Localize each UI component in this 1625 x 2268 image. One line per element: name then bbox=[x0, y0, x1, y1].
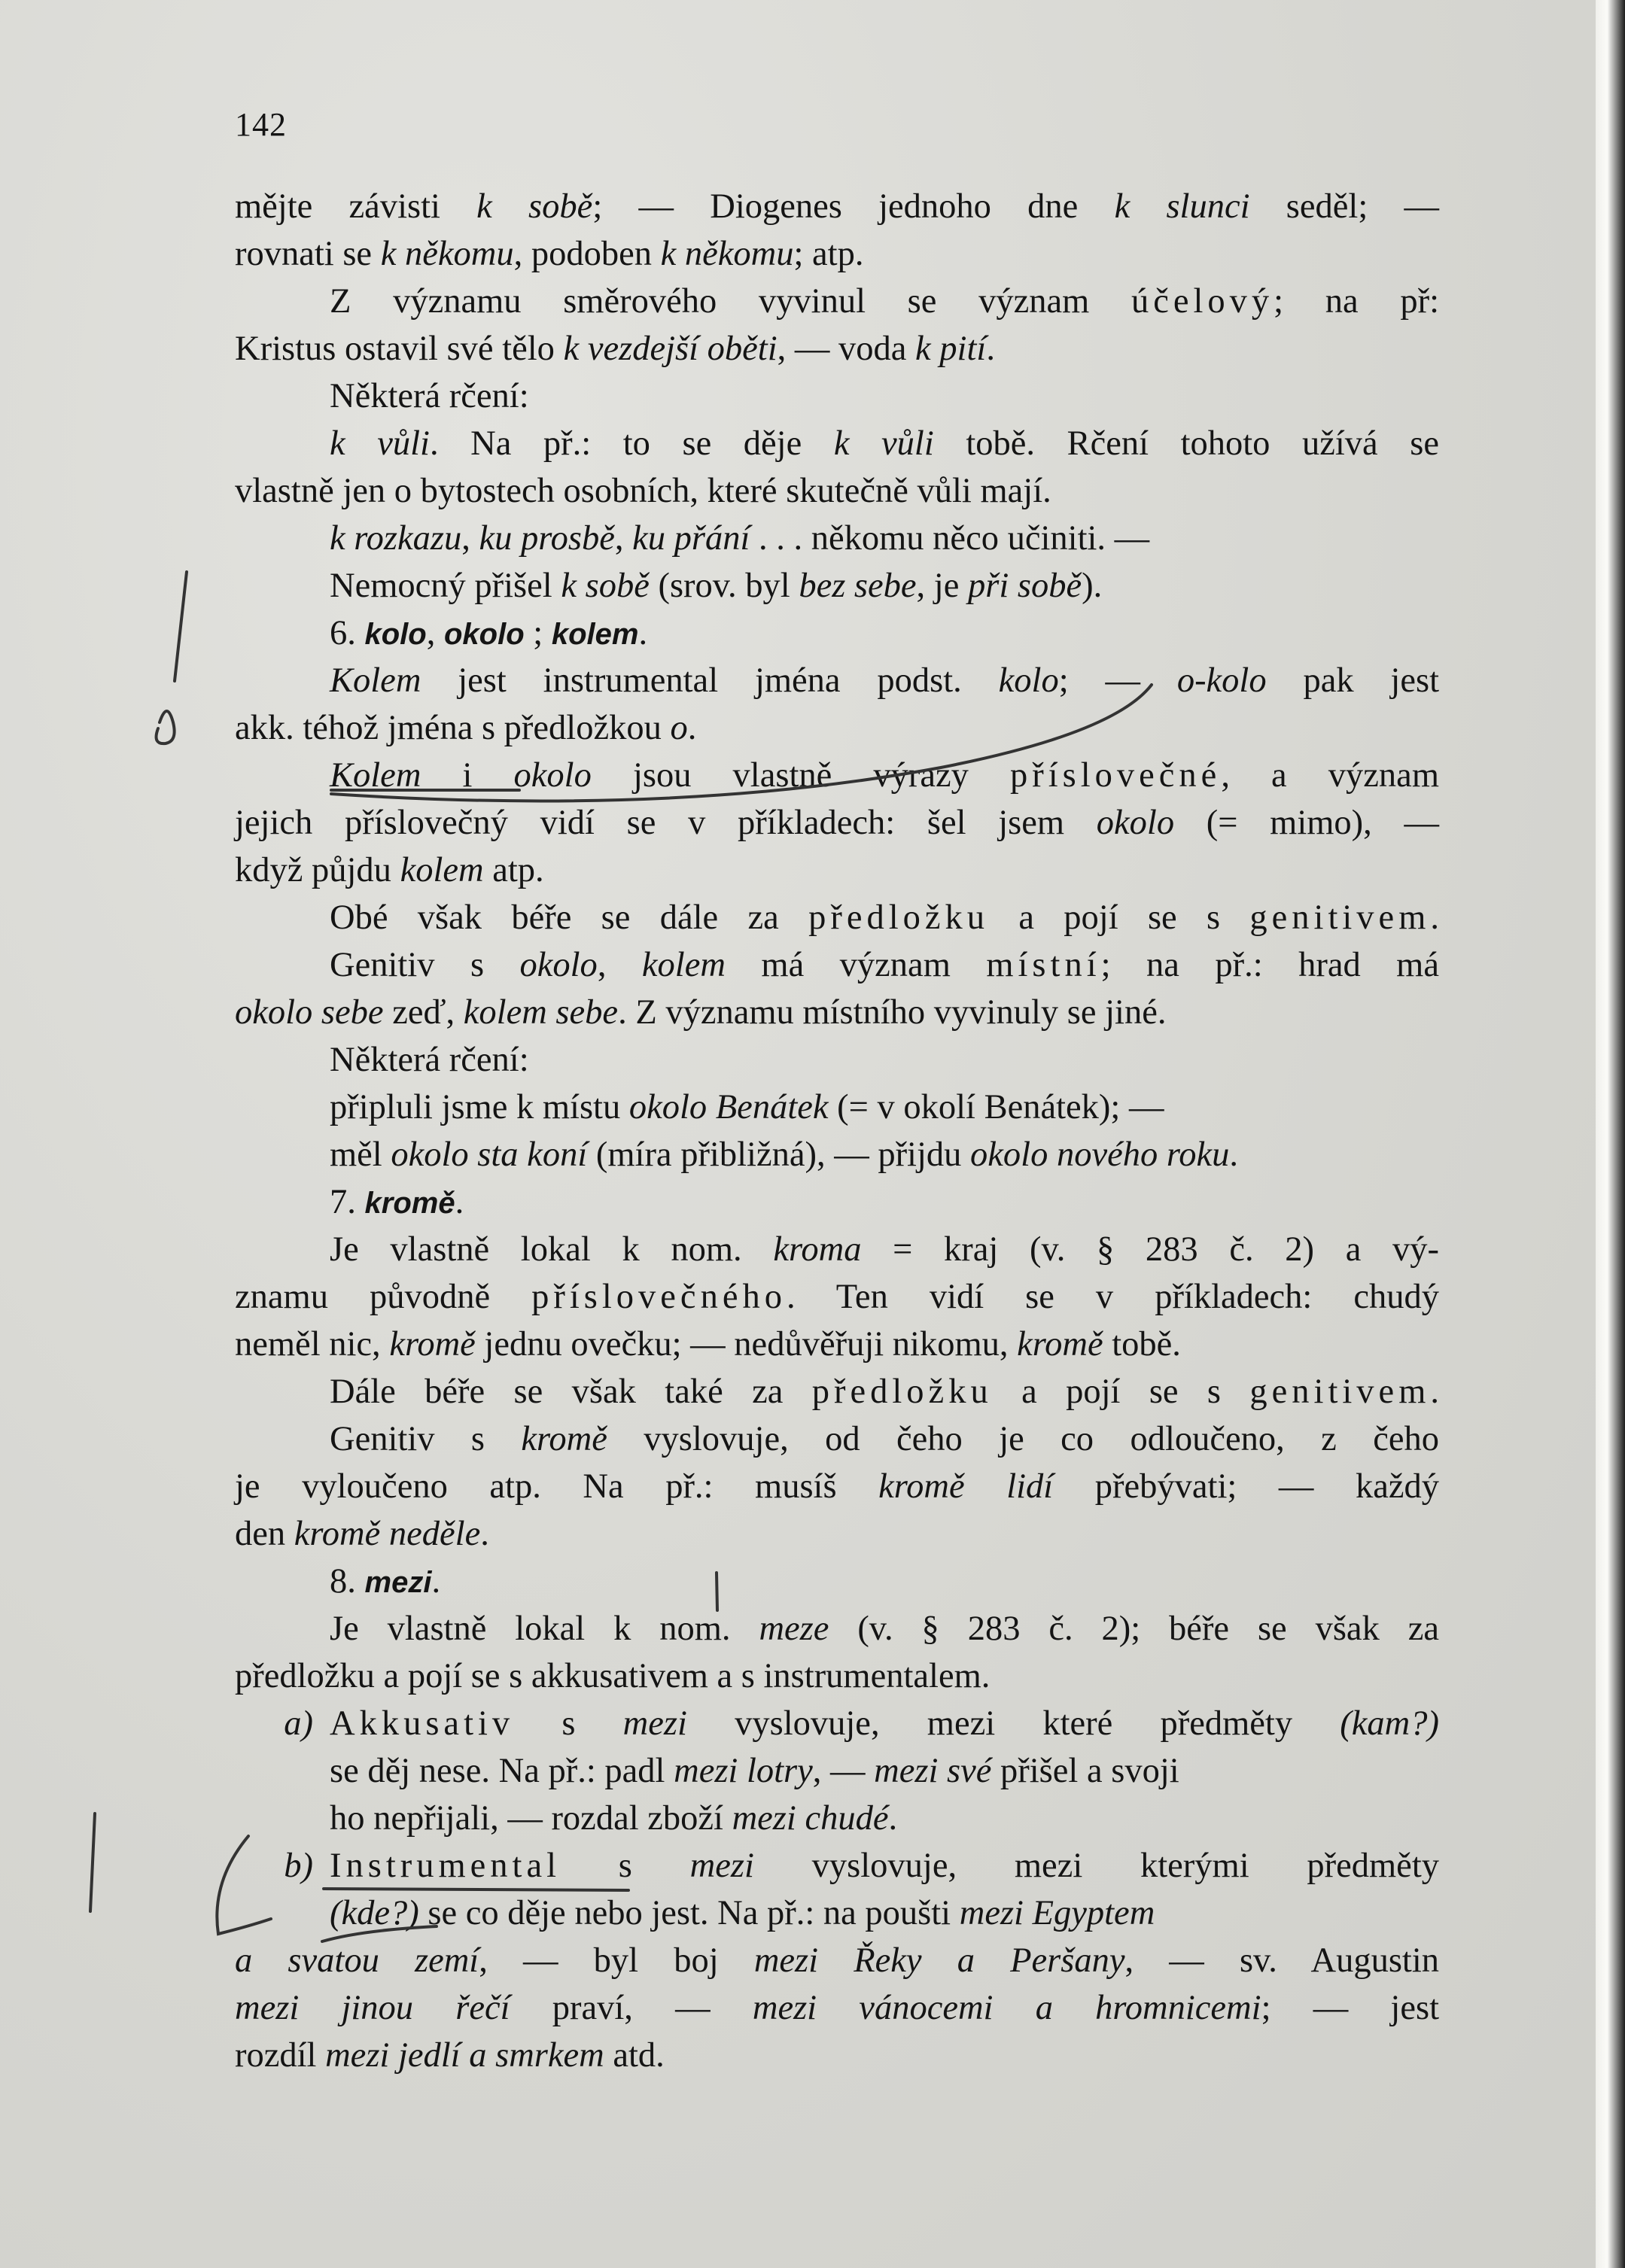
list-item-line bbox=[235, 1700, 1439, 1747]
text-line: den kromě neděle. bbox=[235, 1515, 489, 1553]
text-line: předložku a pojí se s akkusativem a s instrumentalem. bbox=[235, 1657, 991, 1695]
text-line: Obé však béře se dále za předložku a pojí se s genitivem. bbox=[330, 898, 1439, 937]
text-line: Kristus ostavil své tělo k vezdejší oběti, — voda k pití. bbox=[235, 330, 995, 368]
text-line: Některá rčení: bbox=[330, 377, 529, 415]
list-item-text: Akkusativ s mezi vyslovuje, mezi které předměty (kam?) bbox=[330, 1704, 1439, 1743]
text-line: Kolem jest instrumental jména podst. kolo; — o-kolo pak jest bbox=[330, 661, 1439, 700]
text-line: Dále béře se však také za předložku a pojí se s genitivem. bbox=[330, 1373, 1439, 1411]
text-line: a svatou zemí, — byl boj mezi Řeky a Peršany, — sv. Augustin bbox=[235, 1941, 1440, 1980]
text-line: Je vlastně lokal k nom. kroma = kraj (v. § 283 č. 2) a vý- bbox=[330, 1230, 1440, 1269]
text-line: 7. kromě. bbox=[330, 1183, 464, 1221]
list-item-text: ho nepřijali, — rozdal zboží mezi chudé. bbox=[330, 1799, 898, 1838]
list-item-text: (kde?) se co děje nebo jest. Na př.: na poušti mezi Egyptem bbox=[330, 1894, 1155, 1932]
text-line: je vyloučeno atp. Na př.: musíš kromě lidí přebývati; — každý bbox=[235, 1467, 1439, 1506]
text-line: 6. kolo, okolo ; kolem. bbox=[330, 614, 648, 652]
text-line: rozdíl mezi jedlí a smrkem atd. bbox=[235, 2036, 665, 2075]
page-number: 142 bbox=[235, 106, 287, 143]
text-line: akk. téhož jména s předložkou o. bbox=[235, 709, 697, 747]
list-item-line bbox=[235, 1889, 1439, 1937]
list-item-label bbox=[235, 1747, 330, 1795]
list-item-line bbox=[235, 1795, 1439, 1842]
text-line: okolo sebe zeď, kolem sebe. Z významu místního vyvinuly se jiné. bbox=[235, 993, 1167, 1032]
text-line: rovnati se k někomu, podoben k někomu; atp. bbox=[235, 235, 864, 273]
text-line: neměl nic, kromě jednu ovečku; — nedůvěřuji nikomu, kromě tobě. bbox=[235, 1325, 1181, 1364]
text-line: připluli jsme k místu okolo Benátek (= v okolí Benátek); — bbox=[330, 1088, 1164, 1126]
list-item-line bbox=[235, 1842, 1439, 1889]
list-item-text: se děj nese. Na př.: padl mezi lotry, — mezi své přišel a svoji bbox=[330, 1752, 1179, 1790]
text-line: Některá rčení: bbox=[330, 1041, 529, 1079]
text-line: vlastně jen o bytostech osobních, které skutečně vůli mají. bbox=[235, 472, 1051, 510]
list-item-line bbox=[235, 1747, 1439, 1795]
text-line: Kolem i okolo jsou vlastně výrazy příslovečné, a význam bbox=[330, 756, 1439, 795]
text-line: když půjdu kolem atp. bbox=[235, 851, 544, 889]
list-item-label bbox=[235, 1795, 330, 1842]
margin-mark-line bbox=[175, 572, 187, 681]
text-line: mezi jinou řečí praví, — mezi vánocemi a hromnicemi; — jest bbox=[235, 1989, 1439, 2027]
page-edge bbox=[1596, 0, 1625, 2268]
text-line: mějte závisti k sobě; — Diogenes jednoho dne k slunci seděl; — bbox=[235, 187, 1439, 226]
text-line: Je vlastně lokal k nom. meze (v. § 283 č. 2); béře se však za bbox=[330, 1610, 1439, 1648]
text-line: měl okolo sta koní (míra přibližná), — přijdu okolo nového roku. bbox=[330, 1136, 1239, 1174]
text-line: Genitiv s okolo, kolem má význam místní; na př.: hrad má bbox=[330, 946, 1439, 984]
text-line: k rozkazu, ku prosbě, ku přání . . . někomu něco učiniti. — bbox=[330, 519, 1150, 558]
list-item-text: Instrumental s mezi vyslovuje, mezi kterými předměty bbox=[330, 1847, 1439, 1885]
margin-mark-bar bbox=[90, 1813, 95, 1911]
text-line: jejich příslovečný vidí se v příkladech: šel jsem okolo (= mimo), — bbox=[235, 804, 1439, 842]
text-line: znamu původně příslovečného. Ten vidí se v příkladech: chudý bbox=[235, 1278, 1440, 1316]
page-body bbox=[235, 183, 1439, 2079]
text-line: Genitiv s kromě vyslovuje, od čeho je co odloučeno, z čeho bbox=[330, 1420, 1439, 1458]
list-item-label: b) bbox=[284, 1847, 313, 1885]
text-line: Z významu směrového vyvinul se význam účelový; na př: bbox=[330, 282, 1439, 321]
list-item-label: a) bbox=[284, 1704, 313, 1743]
text-line: Nemocný přišel k sobě (srov. byl bez sebe, je při sobě). bbox=[330, 567, 1103, 605]
list-item-label bbox=[235, 1889, 330, 1937]
text-line: k vůli. Na př.: to se děje k vůli tobě. Rčení tohoto užívá se bbox=[330, 424, 1439, 463]
margin-mark-loop bbox=[157, 711, 175, 743]
text-line: 8. mezi. bbox=[330, 1562, 441, 1601]
